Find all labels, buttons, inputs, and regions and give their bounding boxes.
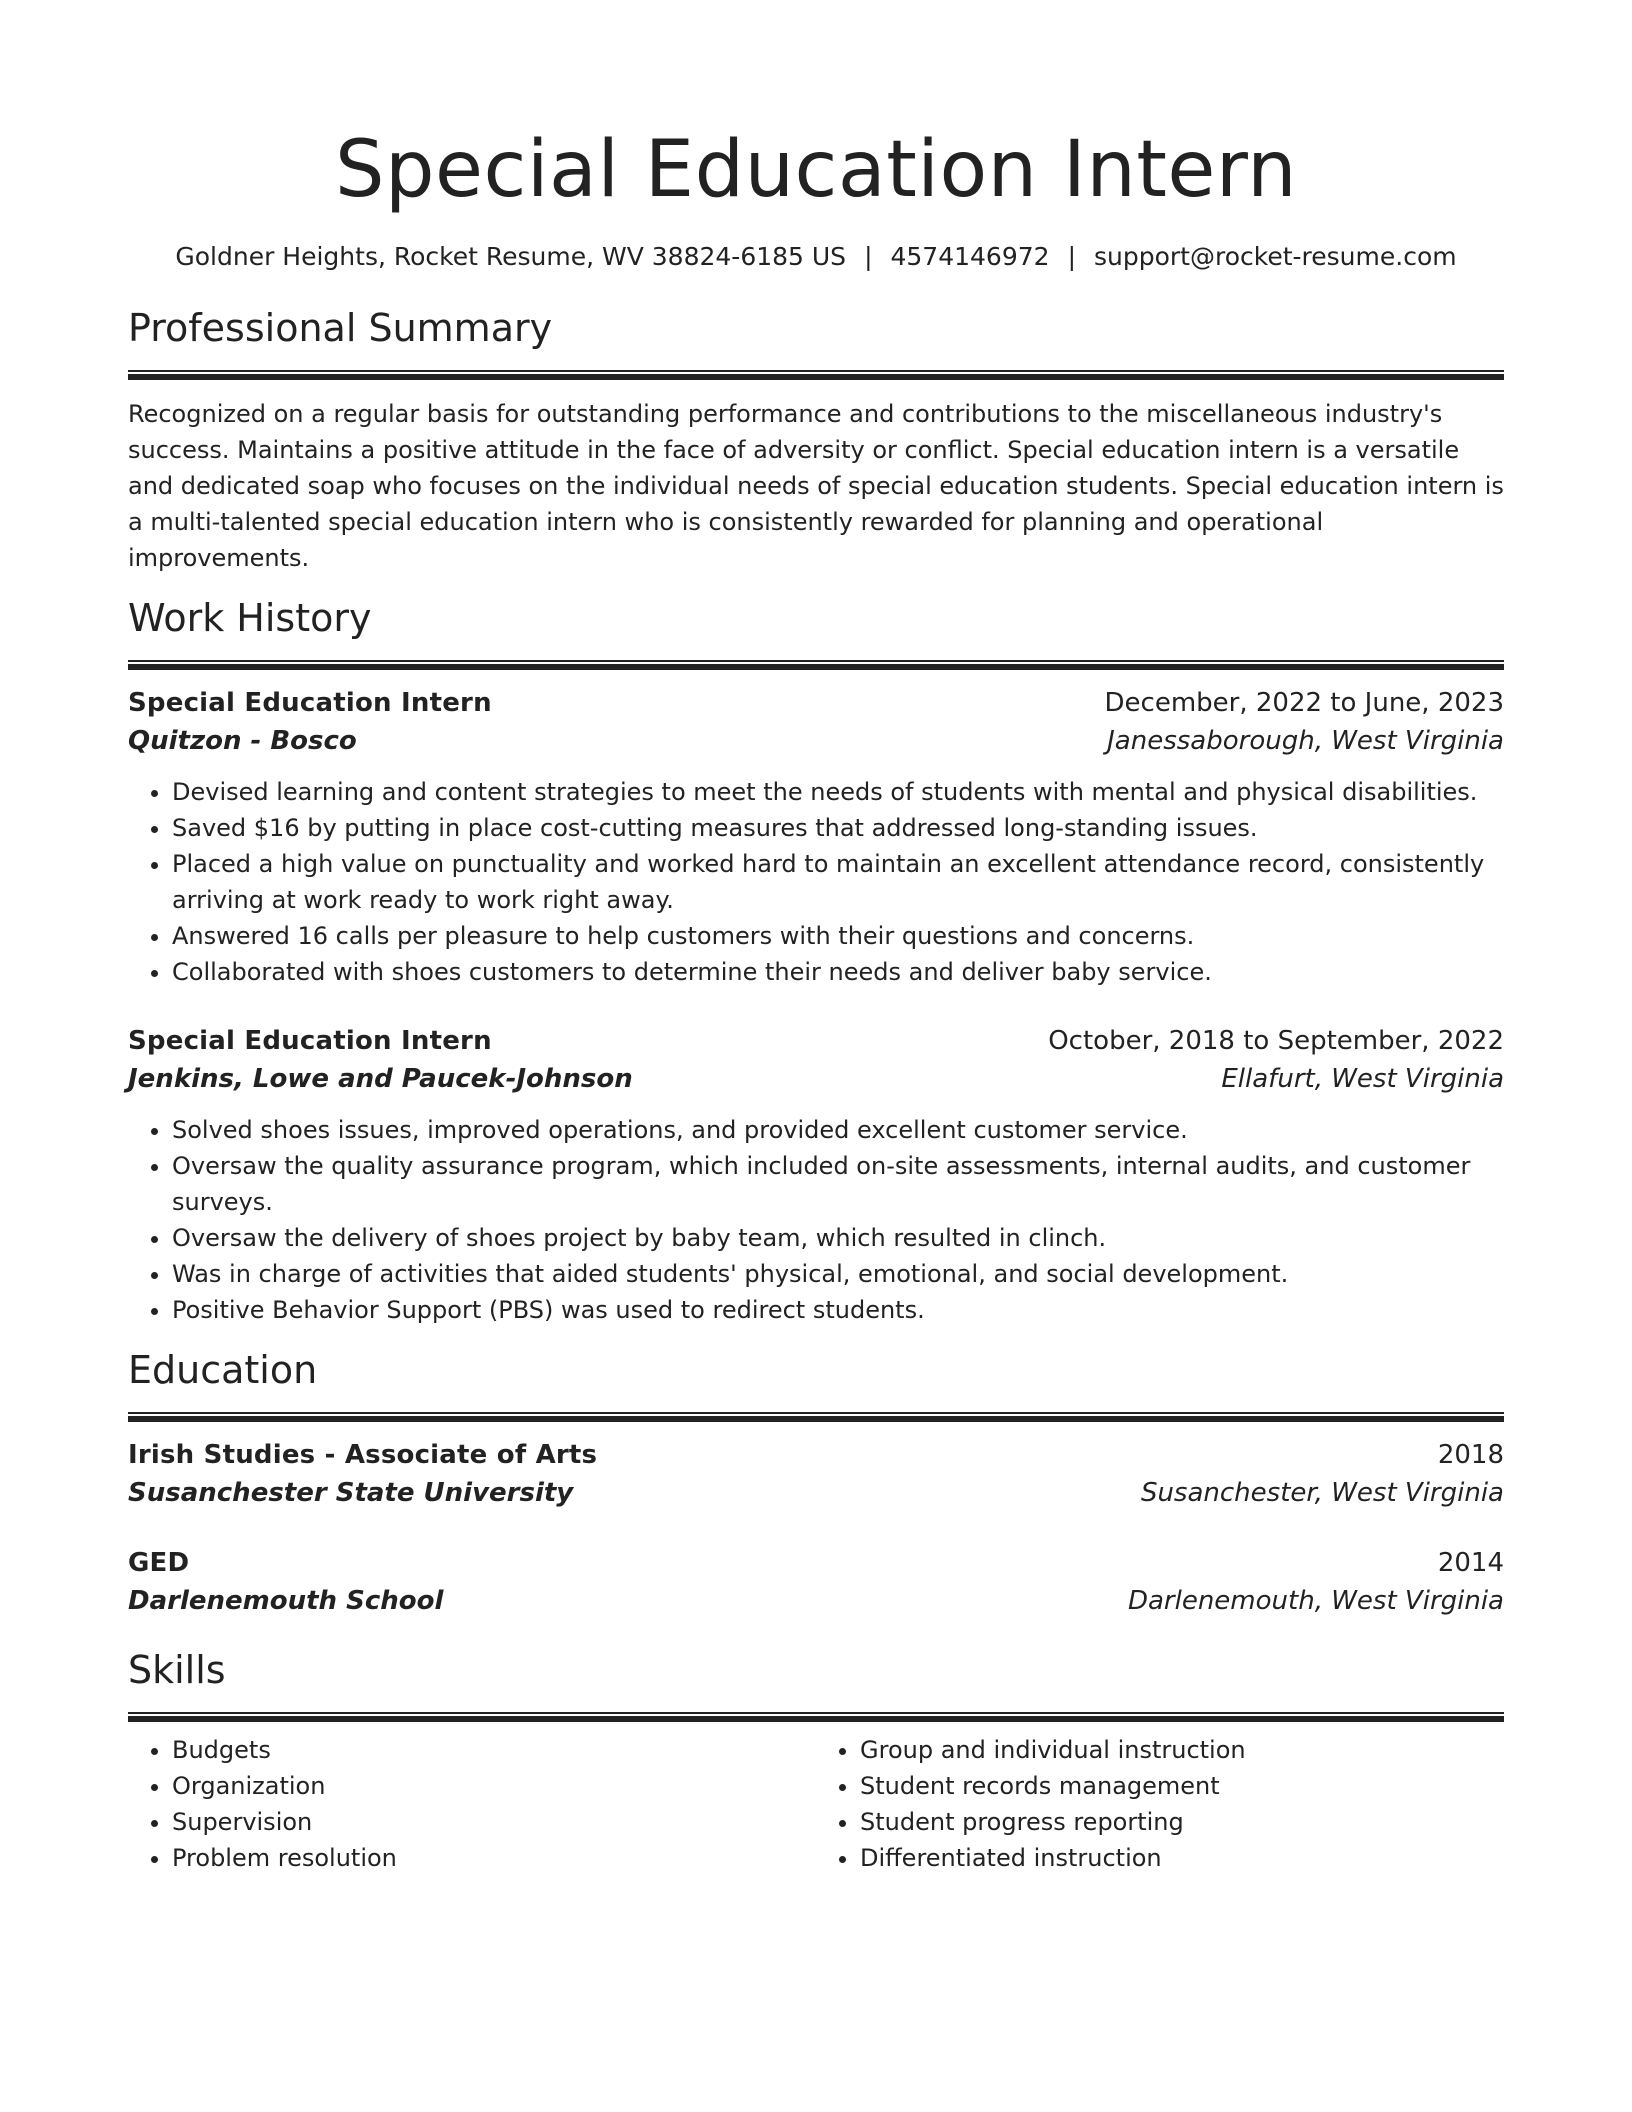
skill-item: • Supervision [172,1804,816,1840]
job-dates: December, 2022 to June, 2023 [1104,688,1504,718]
education-school: Darlenemouth School [128,1586,444,1616]
skills-list [128,1732,816,1876]
summary-section [128,304,1504,576]
contact-email: support@rocket-resume.com [1094,242,1457,271]
section-divider [128,1412,1504,1422]
job-bullet: • Was in charge of activities that aided students' physical, emotional, and social development. [172,1256,1504,1292]
contact-phone: 4574146972 [890,242,1050,271]
education-location: Darlenemouth, West Virginia [1127,1586,1504,1616]
skill-item: • Problem resolution [172,1840,816,1876]
resume-name: Special Education Intern [334,125,1298,215]
education-degree: GED [128,1548,190,1578]
job-company: Quitzon - Bosco [128,726,357,756]
job-bullet: • Placed a high value on punctuality and worked hard to maintain an excellent attendance record, consistently arriving at work ready to work right away. [172,846,1504,918]
skill-item: • Budgets [172,1732,816,1768]
section-divider [128,370,1504,380]
job-header-row [128,684,1504,722]
section-heading-work: Work History [128,596,372,640]
education-degree: Irish Studies - Associate of Arts [128,1440,598,1470]
education-header-row [128,1544,1504,1582]
job-company: Jenkins, Lowe and Paucek-Johnson [128,1064,633,1094]
job-bullet: • Collaborated with shoes customers to determine their needs and deliver baby service. [172,954,1504,990]
job-bullets [128,1112,1504,1328]
work-section [128,594,1504,1328]
education-subheader-row [128,1582,1504,1620]
skills-list [816,1732,1504,1876]
job-bullet: • Devised learning and content strategies to meet the needs of students with mental and physical disabilities. [172,774,1504,810]
skill-item: • Organization [172,1768,816,1804]
job-location: Janessaborough, West Virginia [1107,726,1504,756]
job-bullet: • Oversaw the quality assurance program, which included on-site assessments, internal audits, and customer surveys. [172,1148,1504,1220]
skills-column-left [128,1732,816,1876]
section-divider [128,1712,1504,1722]
education-school: Susanchester State University [128,1478,574,1508]
job-location: Ellafurt, West Virginia [1221,1064,1504,1094]
job-bullet: • Solved shoes issues, improved operations, and provided excellent customer service. [172,1112,1504,1148]
job-entry [128,684,1504,990]
job-bullets [128,774,1504,990]
skill-item: • Student progress reporting [860,1804,1504,1840]
education-entry [128,1544,1504,1620]
contact-line [128,240,1504,274]
skill-item: • Group and individual instruction [860,1732,1504,1768]
education-entry [128,1436,1504,1512]
job-bullet: • Answered 16 calls per pleasure to help customers with their questions and concerns. [172,918,1504,954]
section-heading-education: Education [128,1348,318,1392]
contact-separator: | [864,242,873,271]
job-bullet: • Positive Behavior Support (PBS) was used to redirect students. [172,1292,1504,1328]
job-dates: October, 2018 to September, 2022 [1048,1026,1504,1056]
contact-address: Goldner Heights, Rocket Resume, WV 38824-6185 US [175,242,847,271]
job-bullet: • Saved $16 by putting in place cost-cutting measures that addressed long-standing issues. [172,810,1504,846]
contact-separator: | [1067,242,1076,271]
section-heading-skills: Skills [128,1648,226,1692]
summary-text: Recognized on a regular basis for outstanding performance and contributions to the miscellaneous industry's success. Maintains a positive attitude in the face of adversity or conflict. Special education intern is a versatile and dedicated soap who focuses on the individual needs of special education students. Special education intern is a multi-talented special education intern who is consistently rewarded for planning and operational improvements. [128,400,1504,572]
skill-item: • Student records management [860,1768,1504,1804]
skills-section [128,1646,1504,1876]
skills-column-right [816,1732,1504,1876]
job-subheader-row [128,722,1504,760]
job-subheader-row [128,1060,1504,1098]
education-location: Susanchester, West Virginia [1140,1478,1504,1508]
education-year: 2014 [1437,1548,1504,1578]
job-header-row [128,1022,1504,1060]
section-divider [128,660,1504,670]
section-heading-summary: Professional Summary [128,306,553,350]
job-bullet: • Oversaw the delivery of shoes project by baby team, which resulted in clinch. [172,1220,1504,1256]
job-entry [128,1022,1504,1328]
job-title: Special Education Intern [128,1026,492,1056]
education-subheader-row [128,1474,1504,1512]
job-title: Special Education Intern [128,688,492,718]
education-header-row [128,1436,1504,1474]
education-year: 2018 [1437,1440,1504,1470]
skill-item: • Differentiated instruction [860,1840,1504,1876]
skills-grid [128,1732,1504,1876]
education-section [128,1346,1504,1620]
